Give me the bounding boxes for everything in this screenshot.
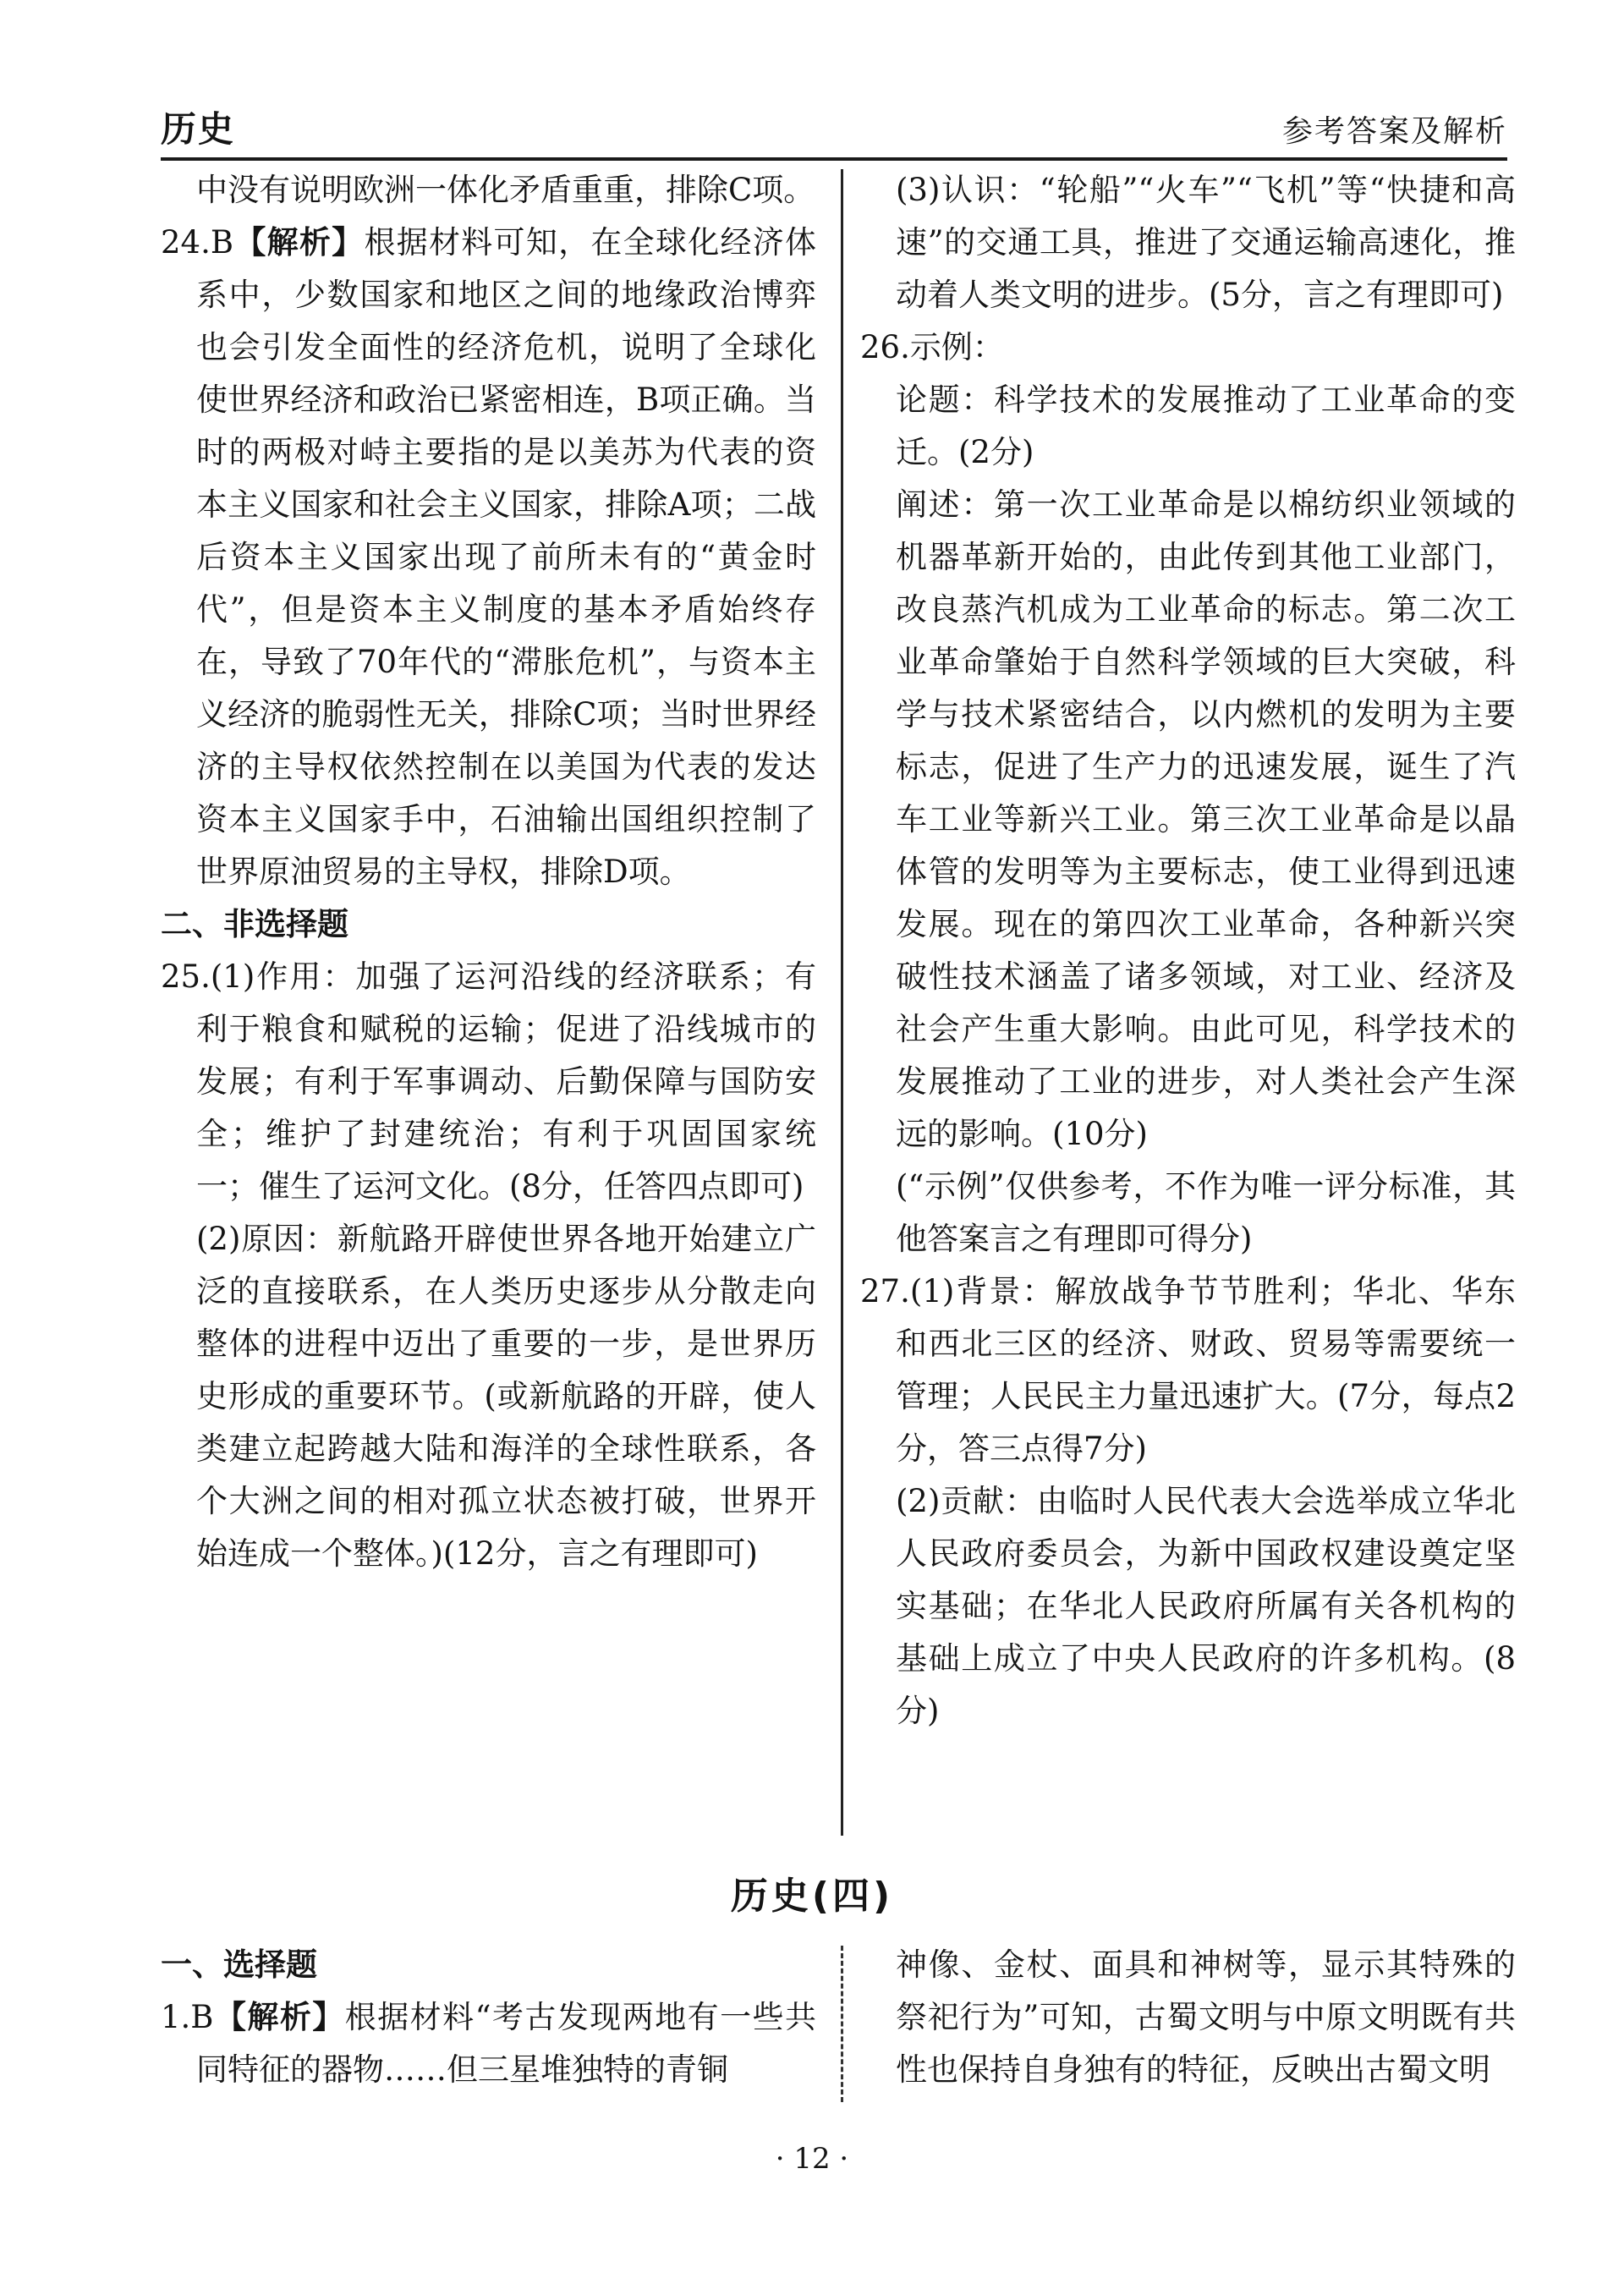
page-number: · 12 ·: [775, 2142, 849, 2176]
subject-title: 历史: [161, 108, 236, 150]
answer-item: [860, 321, 1516, 374]
paragraph-text: 中没有说明欧洲一体化矛盾重重，排除C项。: [196, 172, 815, 208]
paragraph-text: 示例：: [909, 329, 1004, 365]
right-column-section-4: [860, 1939, 1516, 2096]
section-title: 历史(四): [730, 1875, 894, 1918]
section-heading: 一、选择题: [161, 1946, 317, 1983]
item-number: 24.B: [161, 224, 234, 261]
answer-item: [161, 217, 816, 898]
paragraph-text: 根据材料“考古发现两地有一些共同特征的器物……但三星堆独特的青铜: [196, 1999, 817, 2088]
section-heading: 二、非选择题: [161, 906, 348, 942]
paragraph-text: (1)背景：解放战争节节胜利；华北、华东和西北三区的经济、财政、贸易等需要统一管理；人民民主力量迅速扩大。(7分，每点2分，答三点得7分): [896, 1273, 1516, 1467]
column-divider: [841, 169, 843, 1836]
page-header: [161, 108, 1507, 161]
item-number: 26.: [860, 329, 910, 365]
column-divider-dashed: [841, 1946, 843, 2102]
paragraph-text: 论题：科学技术的发展推动了工业革命的变迁。(2分): [896, 382, 1516, 470]
answer-paragraph: [860, 164, 1516, 321]
item-number: 27.: [860, 1273, 910, 1309]
paragraph-text: 神像、金杖、面具和神树等，显示其特殊的祭祀行为”可知，古蜀文明与中原文明既有共性也保持自身独有的特征，反映出古蜀文明: [896, 1946, 1516, 2088]
paragraph-text: (2)原因：新航路开辟使世界各地开始建立广泛的直接联系，在人类历史逐步从分散走向整体的进程中迈出了重要的一步，是世界历史形成的重要环节。(或新航路的开辟，使人类建立起跨越大陆和海洋的全球性联系，各个大洲之间的相对孤立状态被打破，世界开始连成一个整体。)(12分，言之有理即可): [196, 1221, 816, 1572]
answer-item: [161, 1991, 816, 2096]
paragraph-text: (3)认识：“轮船”“火车”“飞机”等“快捷和高速”的交通工具，推进了交通运输高速化，推动着人类文明的进步。(5分，言之有理即可): [896, 172, 1516, 313]
answer-key-title: 参考答案及解析: [1281, 114, 1507, 149]
right-column: [860, 164, 1516, 1738]
paragraph-text: (“示例”仅供参考，不作为唯一评分标准，其他答案言之有理即可得分): [896, 1168, 1516, 1257]
paragraph-text: 根据材料可知，在全球化经济体系中，少数国家和地区之间的地缘政治博弈也会引发全面性的经济危机，说明了全球化使世界经济和政治已紧密相连，B项正确。当时的两极对峙主要指的是以美苏为代表的资本主义国家和社会主义国家，排除A项；二战后资本主义国家出现了前所未有的“黄金时代”，但是资本主义制度的基本矛盾始终存在，导致了70年代的“滞胀危机”，与资本主义经济的脆弱性无关，排除C项；当时世界经济的主导权依然控制在以美国为代表的发达资本主义国家手中，石油输出国组织控制了世界原油贸易的主导权，排除D项。: [196, 224, 817, 890]
analysis-tag: 【解析】: [213, 1999, 345, 2035]
answer-paragraph: [860, 479, 1516, 1161]
answer-paragraph: [860, 1161, 1516, 1266]
paragraph-text: (1)作用：加强了运河沿线的经济联系；有利于粮食和赋税的运输；促进了沿线城市的发展；有利于军事调动、后勤保障与国防安全；维护了封建统治；有利于巩固国家统一；催生了运河文化。(8分，任答四点即可): [196, 958, 816, 1205]
left-column-section-4: [161, 1939, 816, 2096]
answer-paragraph: [860, 374, 1516, 479]
answer-paragraph: [860, 1475, 1516, 1738]
paragraph-text: (2)贡献：由临时人民代表大会选举成立华北人民政府委员会，为新中国政权建设奠定坚实基础；在华北人民政府所属有关各机构的基础上成立了中央人民政府的许多机构。(8分): [896, 1483, 1516, 1729]
item-number: 25.: [161, 958, 211, 995]
analysis-tag: 【解析】: [233, 224, 365, 261]
answer-paragraph: [161, 164, 816, 217]
paragraph-text: 阐述：第一次工业革命是以棉纺织业领域的机器革新开始的，由此传到其他工业部门，改良蒸汽机成为工业革命的标志。第二次工业革命肇始于自然科学领域的巨大突破，科学与技术紧密结合，以内燃机的发明为主要标志，促进了生产力的迅速发展，诞生了汽车工业等新兴工业。第三次工业革命是以晶体管的发明等为主要标志，使工业得到迅速发展。现在的第四次工业革命，各种新兴突破性技术涵盖了诸多领域，对工业、经济及社会产生重大影响。由此可见，科学技术的发展推动了工业的进步，对人类社会产生深远的影响。(10分): [896, 486, 1516, 1152]
answer-item: [860, 1266, 1516, 1475]
answer-item: [161, 951, 816, 1213]
answer-paragraph: [860, 1939, 1516, 2096]
answer-paragraph: [161, 1213, 816, 1580]
item-number: 1.B: [161, 1999, 214, 2035]
left-column: [161, 164, 816, 1580]
